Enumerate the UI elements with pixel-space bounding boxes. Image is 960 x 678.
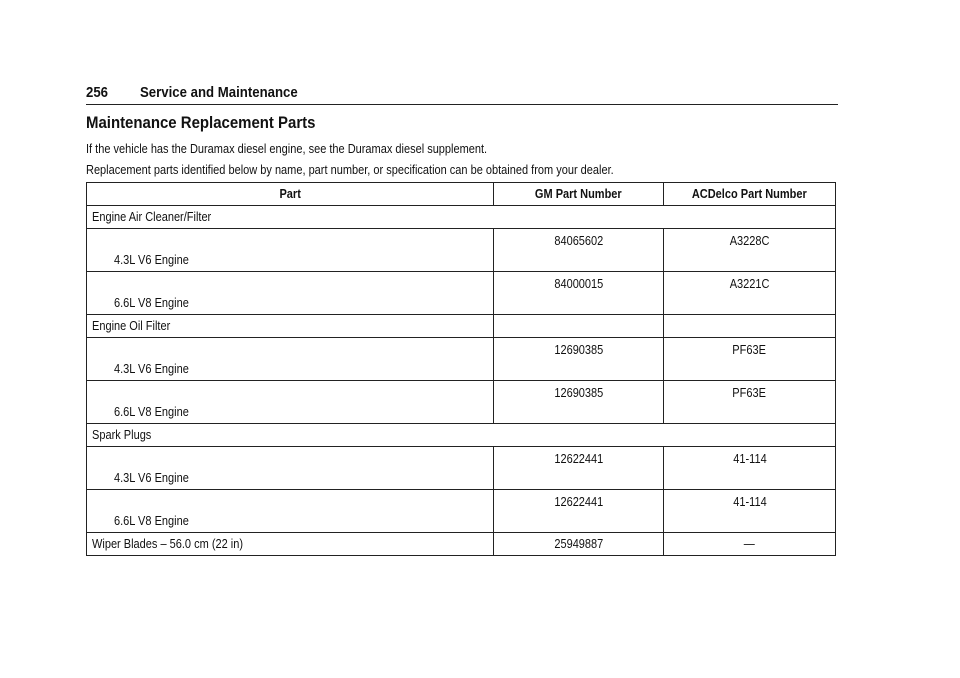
column-header-gm-part-number: GM Part Number [494,183,664,206]
table-row [87,272,836,315]
part-name: 6.6L V8 Engine [87,272,494,315]
acdelco-part-number: 41-114 [664,490,836,533]
part-name: 4.3L V6 Engine [87,338,494,381]
intro-paragraph-dealer: Replacement parts identified below by name, part number, or specification can be obtained from your dealer. [86,163,614,177]
table-row-group [87,206,836,229]
gm-part-number: 84000015 [494,272,664,315]
acdelco-part-number: 41-114 [664,447,836,490]
gm-part-number: 12622441 [494,447,664,490]
page-title: Maintenance Replacement Parts [86,113,316,132]
table-row [87,381,836,424]
part-name: 6.6L V8 Engine [87,490,494,533]
table-row [87,490,836,533]
column-header-part: Part [87,183,494,206]
table-header-row [87,183,836,206]
part-name: 4.3L V6 Engine [87,447,494,490]
table-row [87,447,836,490]
column-header-acdelco-part-number: ACDelco Part Number [664,183,836,206]
group-name-air-cleaner: Engine Air Cleaner/Filter [87,206,836,229]
part-name: 6.6L V8 Engine [87,381,494,424]
group-name-spark-plugs: Spark Plugs [87,424,836,447]
part-name: 4.3L V6 Engine [87,229,494,272]
acdelco-part-number: PF63E [664,338,836,381]
table-row [87,533,836,556]
empty-cell [664,315,836,338]
gm-part-number: 12622441 [494,490,664,533]
intro-paragraph-diesel: If the vehicle has the Duramax diesel engine, see the Duramax diesel supplement. [86,142,488,156]
table-row-group [87,315,836,338]
parts-table [86,182,836,556]
table-row-group [87,424,836,447]
page-number: 256 [86,84,109,101]
group-name-oil-filter: Engine Oil Filter [87,315,494,338]
table-row [87,338,836,381]
part-name: Wiper Blades – 56.0 cm (22 in) [87,533,494,556]
acdelco-part-number: A3221C [664,272,836,315]
gm-part-number: 12690385 [494,381,664,424]
page-header [86,84,838,105]
section-title: Service and Maintenance [140,84,298,101]
gm-part-number: 84065602 [494,229,664,272]
table-row [87,229,836,272]
acdelco-part-number: A3228C [664,229,836,272]
acdelco-part-number: — [664,533,836,556]
gm-part-number: 12690385 [494,338,664,381]
empty-cell [494,315,664,338]
gm-part-number: 25949887 [494,533,664,556]
acdelco-part-number: PF63E [664,381,836,424]
